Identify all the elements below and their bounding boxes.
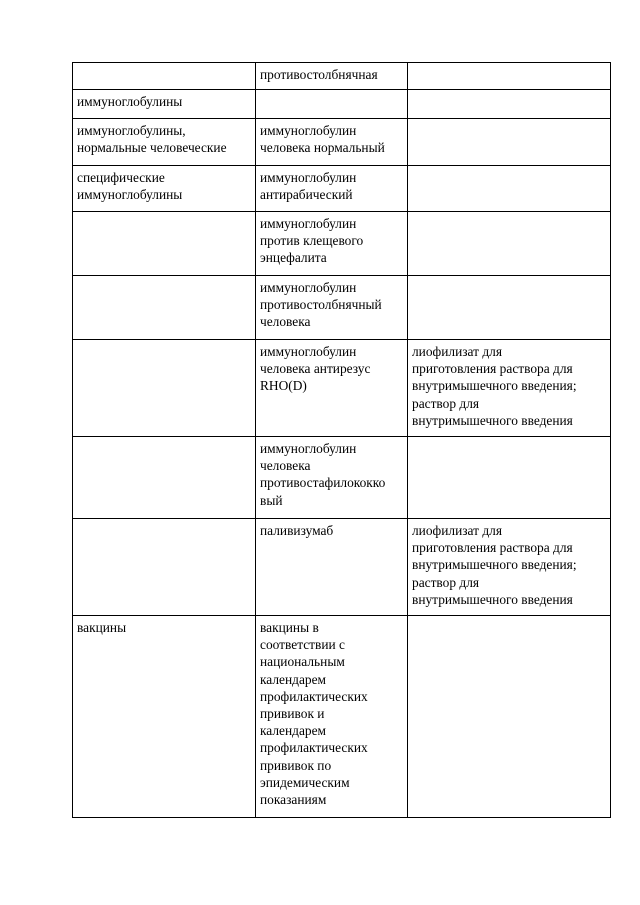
table-row	[73, 166, 611, 212]
form-cell: лиофилизат для приготовления раствора для внутримышечного введения; раствор для внутримышечного введения	[408, 340, 611, 437]
group-cell	[73, 63, 256, 90]
group-cell	[73, 340, 256, 437]
substance-cell: иммуноглобулин человека антирезус RHO(D)	[256, 340, 408, 437]
table-row	[73, 63, 611, 90]
substance-cell: паливизумаб	[256, 519, 408, 616]
group-cell: иммуноглобулины	[73, 90, 256, 119]
table-row	[73, 212, 611, 276]
group-cell	[73, 519, 256, 616]
table-row	[73, 519, 611, 616]
table-row	[73, 276, 611, 340]
form-cell	[408, 437, 611, 519]
substance-cell: иммуноглобулин человека противостафилококко вый	[256, 437, 408, 519]
form-cell	[408, 276, 611, 340]
group-cell	[73, 212, 256, 276]
group-cell: специфические иммуноглобулины	[73, 166, 256, 212]
medication-table	[72, 62, 611, 818]
form-cell	[408, 90, 611, 119]
substance-cell: противостолбнячная	[256, 63, 408, 90]
substance-cell: вакцины в соответствии с национальным календарем профилактических прививок и календарем профилактических прививок по эпидемическим показаниям	[256, 616, 408, 818]
group-cell: вакцины	[73, 616, 256, 818]
table-row	[73, 437, 611, 519]
table-row	[73, 119, 611, 166]
table-row	[73, 340, 611, 437]
form-cell	[408, 119, 611, 166]
substance-cell	[256, 90, 408, 119]
substance-cell: иммуноглобулин против клещевого энцефалита	[256, 212, 408, 276]
form-cell	[408, 63, 611, 90]
substance-cell: иммуноглобулин антирабический	[256, 166, 408, 212]
group-cell: иммуноглобулины, нормальные человеческие	[73, 119, 256, 166]
group-cell	[73, 276, 256, 340]
form-cell: лиофилизат для приготовления раствора для внутримышечного введения; раствор для внутримышечного введения	[408, 519, 611, 616]
form-cell	[408, 616, 611, 818]
group-cell	[73, 437, 256, 519]
substance-cell: иммуноглобулин человека нормальный	[256, 119, 408, 166]
table-row	[73, 90, 611, 119]
form-cell	[408, 212, 611, 276]
substance-cell: иммуноглобулин противостолбнячный человека	[256, 276, 408, 340]
table-row	[73, 616, 611, 818]
form-cell	[408, 166, 611, 212]
